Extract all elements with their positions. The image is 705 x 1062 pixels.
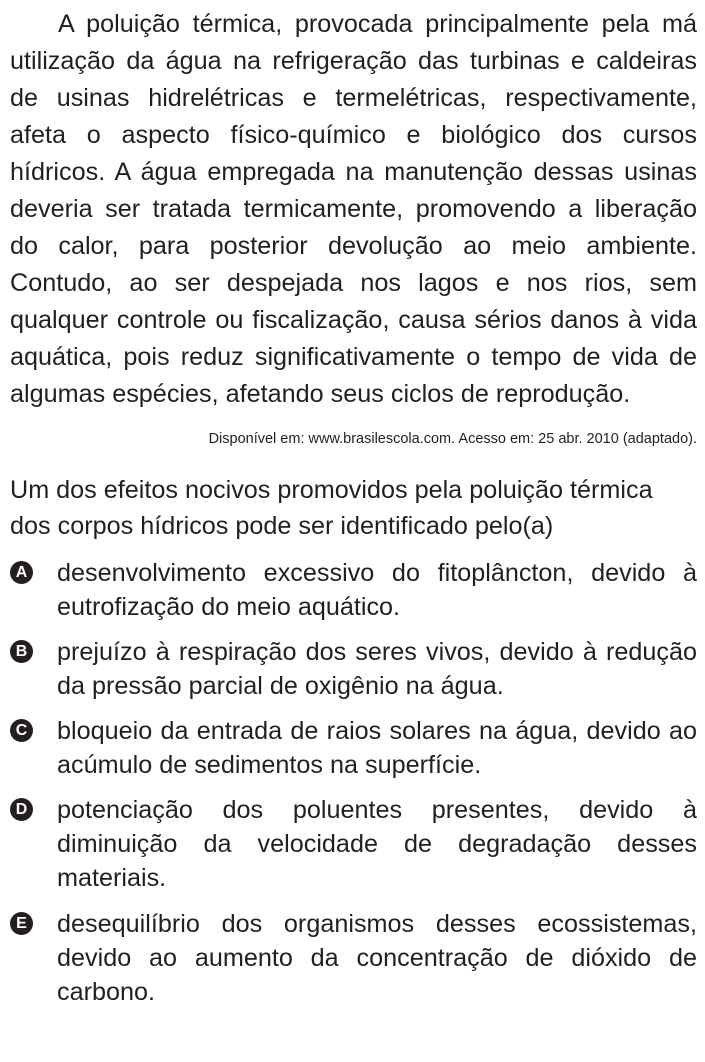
option-d-text: potenciação dos poluentes presentes, devido à diminuição da velocidade de degradação desses materiais. xyxy=(57,796,697,892)
option-c-text: bloqueio da entrada de raios solares na água, devido ao acúmulo de sedimentos na superfície. xyxy=(57,717,697,779)
question-stem: Um dos efeitos nocivos promovidos pela poluição térmica dos corpos hídricos pode ser identificado pelo(a) xyxy=(10,476,653,540)
option-e-text: desequilíbrio dos organismos desses ecossistemas, devido ao aumento da concentração de dióxido de carbono. xyxy=(57,910,697,1006)
option-b[interactable] xyxy=(10,635,697,703)
option-e-letter-badge: E xyxy=(10,912,33,935)
source-citation: Disponível em: www.brasilescola.com. Acesso em: 25 abr. 2010 (adaptado). xyxy=(208,431,697,447)
option-d[interactable] xyxy=(10,793,697,895)
option-d-letter-badge: D xyxy=(10,798,33,821)
option-e[interactable] xyxy=(10,907,697,1009)
option-b-text: prejuízo à respiração dos seres vivos, devido à redução da pressão parcial de oxigênio na água. xyxy=(57,638,697,700)
option-b-letter-badge: B xyxy=(10,640,33,663)
option-a-letter-badge: A xyxy=(10,561,33,584)
option-c[interactable] xyxy=(10,714,697,782)
answer-options xyxy=(10,556,697,1009)
option-a-text: desenvolvimento excessivo do fitoplâncton, devido à eutrofização do meio aquático. xyxy=(57,559,697,621)
passage-text: A poluição térmica, provocada principalmente pela má utilização da água na refrigeração das turbinas e caldeiras de usinas hidrelétricas e termelétricas, respectivamente, afeta o aspecto físico-químico e biológico dos cursos hídricos. A água empregada na manutenção dessas usinas deveria ser tratada termicamente, promovendo a liberação do calor, para posterior devolução ao meio ambiente. Contudo, ao ser despejada nos lagos e nos rios, sem qualquer controle ou fiscalização, causa sérios danos à vida aquática, pois reduz significativamente o tempo de vida de algumas espécies, afetando seus ciclos de reprodução. xyxy=(10,10,697,408)
option-c-letter-badge: C xyxy=(10,719,33,742)
option-a[interactable] xyxy=(10,556,697,624)
